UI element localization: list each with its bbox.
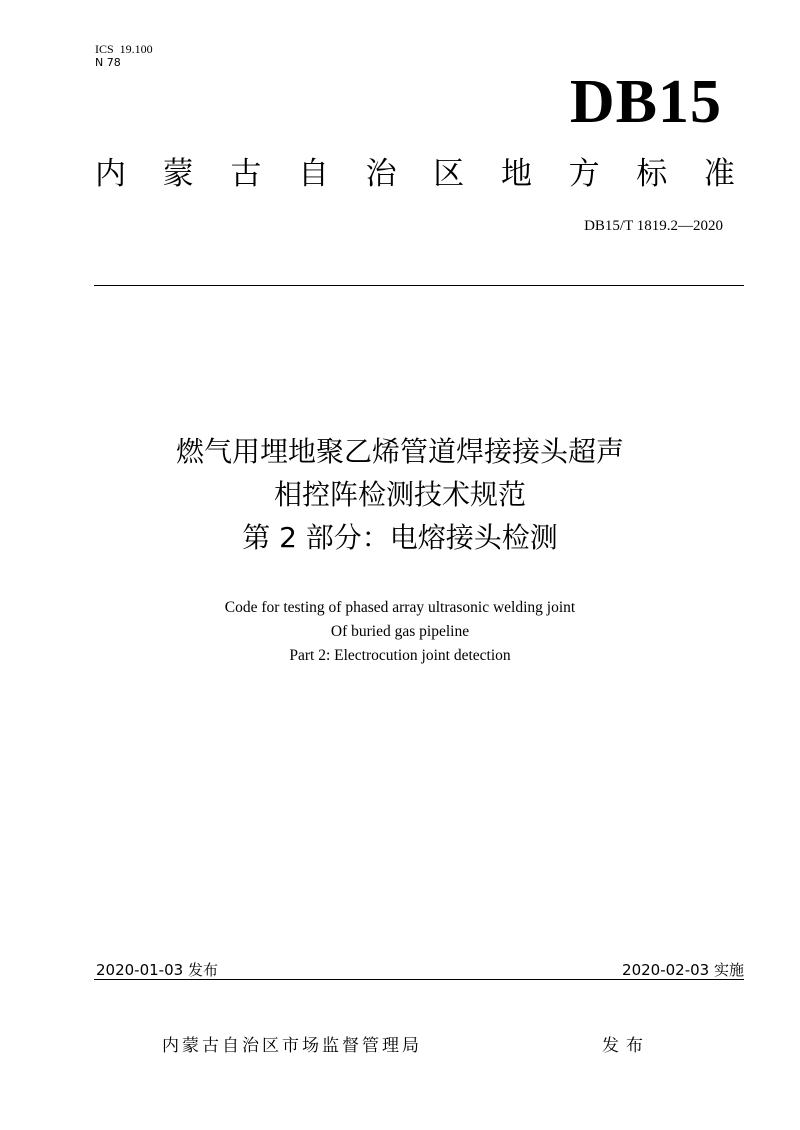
english-title [0, 596, 800, 668]
header-divider [94, 285, 744, 286]
issue-label: 发布 [602, 1036, 650, 1056]
standard-type-char: 古 [230, 156, 262, 192]
implement-date: 2020-02-03 实施 [622, 961, 744, 979]
standard-type-char: 治 [365, 156, 397, 192]
chinese-title-line: 相控阵检测技术规范 [273, 478, 526, 511]
standard-type-char: 地 [500, 156, 532, 192]
chinese-title-line: 燃气用埋地聚乙烯管道焊接接头超声 [175, 435, 624, 468]
standard-type-title [95, 154, 735, 194]
chinese-title [0, 430, 800, 559]
standard-type-char: 自 [297, 156, 329, 192]
issuing-authority: 内蒙古自治区市场监督管理局 [162, 1036, 422, 1056]
standard-type-char: 方 [568, 156, 600, 192]
ccs-code: N 78 [95, 56, 121, 69]
english-title-line: Part 2: Electrocution joint detection [289, 647, 511, 664]
standard-type-char: 内 [95, 156, 126, 192]
standard-type-char: 准 [703, 156, 735, 192]
standard-logo: DB15 [569, 68, 722, 136]
standard-code: DB15/T 1819.2—2020 [584, 218, 723, 234]
standard-type-char: 标 [636, 156, 668, 192]
classification-codes [95, 42, 153, 70]
standard-type-char: 区 [433, 156, 465, 192]
english-title-line: Code for testing of phased array ultrasonic welding joint [224, 599, 576, 616]
publish-date: 2020-01-03 发布 [96, 961, 218, 979]
ics-code: ICS 19.100 [95, 42, 153, 56]
chinese-title-line: 第 2 部分：电熔接头检测 [242, 521, 558, 554]
english-title-line: Of buried gas pipeline [330, 623, 470, 640]
footer-divider [94, 979, 744, 980]
standard-type-char: 蒙 [162, 156, 194, 192]
